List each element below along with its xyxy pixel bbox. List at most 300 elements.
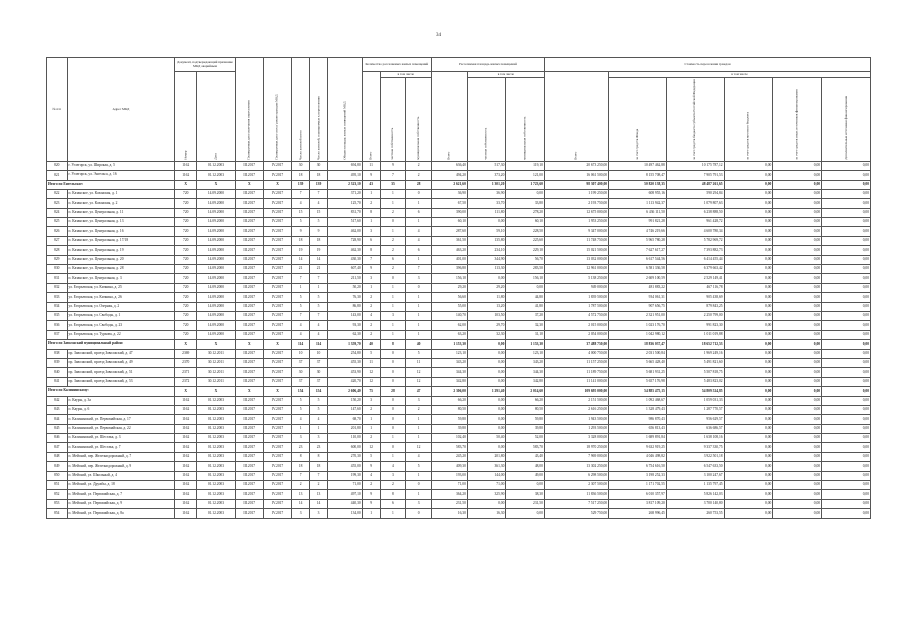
- cell-planned-demolish: IV.2017: [263, 330, 291, 339]
- cell-area-municipal: 44,80: [506, 293, 545, 302]
- cell-cost-fund: 991 821,28: [609, 218, 667, 227]
- cell-cost-local: 0,00: [724, 368, 773, 377]
- cell-residents: 8: [292, 452, 310, 461]
- cell-cost-total: 2 054 000,00: [544, 330, 608, 339]
- cell-rooms-private: 8: [380, 490, 406, 499]
- cell-residents-plan: 7: [310, 312, 328, 321]
- cell-doc-date: X: [197, 180, 236, 189]
- cell-doc-number: 1162: [175, 171, 197, 180]
- cell-residents-plan: 1: [310, 424, 328, 433]
- cell-address: п. Казанское, ул. Казанская, д. 2: [67, 199, 175, 208]
- col-rooms-incl: в том числе: [380, 72, 431, 78]
- cell-cost-extra: 0,00: [773, 180, 822, 189]
- cell-cost-fund: 268 996,45: [609, 509, 667, 518]
- cell-doc-number: 1162: [175, 161, 197, 170]
- cell-cost-total: 15 021 500,00: [544, 246, 608, 255]
- cell-doc-number: 720: [175, 208, 197, 217]
- cell-planned-end: III.2017: [235, 161, 263, 170]
- cell-planned-end: III.2017: [235, 452, 263, 461]
- cell-cost-fund: 9 632 919,25: [609, 443, 667, 452]
- cell-no: 836: [47, 321, 68, 330]
- cell-cost-total: 2 307 500,00: [544, 481, 608, 490]
- cell-rooms-private: 2: [380, 246, 406, 255]
- col-no: № п/п: [47, 58, 68, 162]
- cell-cost-fund: 4 746 219,66: [609, 227, 667, 236]
- cell-address: п. Казанское, ул. Центральная, д. 20: [67, 255, 175, 264]
- cell-cost-local: 0,00: [724, 274, 773, 283]
- col-cost-group: Стоимость переселения граждан: [544, 58, 870, 72]
- cell-doc-date: 01.12.2003: [197, 443, 236, 452]
- cell-cost-total: 1 839 500,00: [544, 293, 608, 302]
- cell-residents: 4: [292, 415, 310, 424]
- cell-area-municipal: 37,20: [506, 312, 545, 321]
- cell-doc-date: 01.12.2003: [197, 415, 236, 424]
- cell-address: Итого по Заволжский муниципальный район:: [47, 340, 175, 349]
- cell-no: 825: [47, 218, 68, 227]
- cell-cost-region: 636 686,57: [666, 424, 724, 433]
- cell-cost-extra: 0,00: [773, 255, 822, 264]
- cell-doc-date: 01.12.2003: [197, 471, 236, 480]
- cell-cost-extra: 0,00: [773, 218, 822, 227]
- cell-rooms-municipal: 3: [406, 396, 432, 405]
- cell-doc-number: 720: [175, 246, 197, 255]
- cell-residents: 4: [292, 330, 310, 339]
- cell-residents-plan: 5: [310, 405, 328, 414]
- cell-planned-demolish: IV.2017: [263, 396, 291, 405]
- cell-planned-demolish: IV.2017: [263, 283, 291, 292]
- cell-cost-extra2: 0,00: [822, 293, 871, 302]
- cell-cost-extra2: 0,00: [822, 405, 871, 414]
- cell-doc-number: 720: [175, 236, 197, 245]
- cell-address: пр. Заволжский, проезд Заволжский, д. 47: [67, 349, 175, 358]
- cell-cost-extra2: 0,00: [822, 208, 871, 217]
- table-row: [47, 218, 871, 227]
- cell-cost-region: 6 379 663,42: [666, 265, 724, 274]
- cell-residents-plan: 4: [310, 330, 328, 339]
- cell-rooms-private: 0: [380, 415, 406, 424]
- cell-residents: 15: [292, 208, 310, 217]
- cell-doc-number: 720: [175, 302, 197, 311]
- cell-residents-plan: 5: [310, 293, 328, 302]
- cell-cost-local: 0,00: [724, 255, 773, 264]
- cell-cost-extra: 0,00: [773, 415, 822, 424]
- cell-rooms-total: 6: [362, 236, 380, 245]
- cell-cost-extra2: 0,00: [822, 396, 871, 405]
- cell-cost-fund: 656 813,43: [609, 424, 667, 433]
- table-row: [47, 358, 871, 367]
- cell-rooms-total: 3: [362, 396, 380, 405]
- cell-cost-region: 991 823,30: [666, 321, 724, 330]
- cell-cost-local: 0,00: [724, 265, 773, 274]
- cell-rooms-total: 9: [362, 171, 380, 180]
- cell-cost-local: 0,00: [724, 227, 773, 236]
- cell-area-sum: 343,20: [431, 358, 467, 367]
- cell-cost-region: 3 100 247,67: [666, 471, 724, 480]
- cell-area-municipal: 225,60: [506, 236, 545, 245]
- col-doc-number: Номер: [175, 72, 197, 162]
- cell-cost-extra: 0,00: [773, 499, 822, 508]
- col-cost-total: Всего: [544, 72, 608, 162]
- cell-no: 837: [47, 330, 68, 339]
- cell-residents: 7: [292, 312, 310, 321]
- cell-planned-end: X: [235, 180, 263, 189]
- cell-rooms-private: 2: [380, 236, 406, 245]
- cell-area-municipal: 583,70: [506, 443, 545, 452]
- cell-area-municipal: 33,80: [506, 199, 545, 208]
- cell-area-total: 143,00: [328, 312, 363, 321]
- cell-no: 846: [47, 434, 68, 443]
- cell-cost-region: 48 487 261,65: [666, 180, 724, 189]
- cell-address: п. Мейский, ул. Школьный, д. 4: [67, 471, 175, 480]
- cell-cost-extra2: 0,00: [822, 189, 871, 198]
- cell-area-sum: 401,00: [431, 255, 467, 264]
- cell-area-private: 36,90: [467, 189, 506, 198]
- cell-doc-date: 30.12.2011: [197, 368, 236, 377]
- cell-planned-end: III.2017: [235, 227, 263, 236]
- cell-area-private: 1 291,40: [467, 387, 506, 396]
- cell-planned-end: III.2017: [235, 302, 263, 311]
- cell-rooms-total: 1: [362, 509, 380, 518]
- cell-rooms-total: 9: [362, 462, 380, 471]
- cell-rooms-private: 1: [380, 321, 406, 330]
- cell-cost-region: 905 438,69: [666, 293, 724, 302]
- cell-area-sum: 29,20: [431, 283, 467, 292]
- cell-cost-fund: 18 836 037,47: [609, 340, 667, 349]
- cell-cost-fund: 6 617 544,56: [609, 255, 667, 264]
- cell-cost-total: 2 193 750,00: [544, 199, 608, 208]
- cell-planned-demolish: IV.2017: [263, 189, 291, 198]
- cell-rooms-private: 1: [380, 199, 406, 208]
- cell-rooms-private: 0: [380, 368, 406, 377]
- cell-address: Итого по Енгельское:: [47, 180, 175, 189]
- cell-area-private: 0,00: [467, 340, 506, 349]
- cell-address: п. Кауры, д. 3а: [67, 396, 175, 405]
- cell-doc-number: 720: [175, 265, 197, 274]
- cell-doc-number: 720: [175, 312, 197, 321]
- cell-area-private: 0,00: [467, 499, 506, 508]
- cell-rooms-total: 9: [362, 490, 380, 499]
- cell-planned-demolish: IV.2017: [263, 321, 291, 330]
- table-row: [47, 452, 871, 461]
- cell-residents-plan: 154: [310, 387, 328, 396]
- cell-area-municipal: 56,70: [506, 255, 545, 264]
- cell-cost-region: 9 337 330,75: [666, 443, 724, 452]
- cell-cost-local: 0,00: [724, 171, 773, 180]
- cell-cost-region: 1 011 019,88: [666, 330, 724, 339]
- cell-planned-end: III.2017: [235, 424, 263, 433]
- cell-doc-date: 01.12.2003: [197, 171, 236, 180]
- cell-area-sum: 80,50: [431, 405, 467, 414]
- cell-rooms-private: 6: [380, 499, 406, 508]
- cell-no: 847: [47, 443, 68, 452]
- cell-planned-demolish: IV.2017: [263, 236, 291, 245]
- cell-rooms-private: 1: [380, 283, 406, 292]
- cell-address: п. Мейский, ул. Первомайская, д. 9: [67, 499, 175, 508]
- cell-area-total: 2 606,40: [328, 387, 363, 396]
- cell-cost-extra2: 0,00: [822, 509, 871, 518]
- cell-rooms-private: 0: [380, 349, 406, 358]
- cell-no: 826: [47, 227, 68, 236]
- cell-rooms-private: 1: [380, 330, 406, 339]
- table-row: [47, 274, 871, 283]
- cell-doc-number: 1162: [175, 434, 197, 443]
- cell-rooms-municipal: 4: [406, 227, 432, 236]
- cell-doc-number: 2370: [175, 358, 197, 367]
- cell-cost-region: 260 753,55: [666, 509, 724, 518]
- cell-cost-region: 5 782 969,72: [666, 236, 724, 245]
- cell-cost-total: 529 750,00: [544, 509, 608, 518]
- cell-residents-plan: 4: [310, 199, 328, 208]
- cell-planned-end: III.2017: [235, 499, 263, 508]
- cell-no: 853: [47, 499, 68, 508]
- cell-planned-demolish: X: [263, 387, 291, 396]
- cell-residents-plan: 14: [310, 499, 328, 508]
- cell-area-sum: 583,70: [431, 443, 467, 452]
- cell-cost-region: 961 428,72: [666, 218, 724, 227]
- cell-planned-demolish: IV.2017: [263, 405, 291, 414]
- cell-cost-extra: 0,00: [773, 405, 822, 414]
- cell-residents-plan: 2: [310, 481, 328, 490]
- cell-cost-extra2: 0,00: [822, 312, 871, 321]
- cell-cost-extra2: 0,00: [822, 349, 871, 358]
- cell-planned-demolish: IV.2017: [263, 246, 291, 255]
- table-row: [47, 208, 871, 217]
- cell-address: г. Углегорск, ул. Широкая, д. 5: [67, 161, 175, 170]
- cell-cost-extra2: 0,00: [822, 424, 871, 433]
- cell-area-sum: 193,00: [431, 471, 467, 480]
- cell-residents: 23: [292, 443, 310, 452]
- table-row: [47, 434, 871, 443]
- cell-residents-plan: 19: [310, 246, 328, 255]
- cell-residents-plan: 5: [310, 396, 328, 405]
- cell-rooms-total: 12: [362, 443, 380, 452]
- cell-rooms-total: 8: [362, 208, 380, 217]
- cell-residents-plan: 21: [310, 265, 328, 274]
- cell-area-sum: 16,30: [431, 509, 467, 518]
- cell-planned-demolish: X: [263, 340, 291, 349]
- cell-planned-end: III.2017: [235, 490, 263, 499]
- cell-planned-end: III.2017: [235, 283, 263, 292]
- cell-residents-plan: 3: [310, 434, 328, 443]
- table-row: [47, 490, 871, 499]
- cell-cost-total: 11 836 500,00: [544, 490, 608, 499]
- cell-doc-date: 14.09.2000: [197, 208, 236, 217]
- cell-address: п. Казанское, ул. Центральная, д. 11: [67, 208, 175, 217]
- cell-no: 844: [47, 415, 68, 424]
- cell-rooms-municipal: 1: [406, 424, 432, 433]
- subtotal-row: [47, 387, 871, 396]
- cell-cost-fund: 3 198 252,33: [609, 471, 667, 480]
- cell-area-sum: 56,60: [431, 293, 467, 302]
- col-area-group: Расселяемая площадь жилых помещений: [431, 58, 544, 72]
- cell-cost-fund: 986 870,43: [609, 415, 667, 424]
- cell-residents: 10: [292, 349, 310, 358]
- cell-area-private: 0,00: [467, 377, 506, 386]
- table-row: [47, 199, 871, 208]
- cell-residents: 4: [292, 321, 310, 330]
- cell-doc-number: 1162: [175, 405, 197, 414]
- table-row: [47, 424, 871, 433]
- cell-area-municipal: 123,10: [506, 349, 545, 358]
- cell-area-private: 344,90: [467, 255, 506, 264]
- cell-cost-region: 7 905 791,53: [666, 171, 724, 180]
- cell-rooms-total: 2: [362, 481, 380, 490]
- cell-cost-extra2: 0,00: [822, 330, 871, 339]
- cell-rooms-total: 11: [362, 161, 380, 170]
- cell-no: 838: [47, 349, 68, 358]
- cell-rooms-municipal: 3: [406, 499, 432, 508]
- cell-cost-local: 0,00: [724, 377, 773, 386]
- cell-doc-date: 14.09.2000: [197, 312, 236, 321]
- cell-area-municipal: 342,80: [506, 377, 545, 386]
- cell-cost-extra2: 0,00: [822, 218, 871, 227]
- cell-cost-local: 0,00: [724, 509, 773, 518]
- cell-cost-fund: 5 665 428,40: [609, 358, 667, 367]
- cell-doc-date: X: [197, 340, 236, 349]
- cell-area-municipal: 231,50: [506, 499, 545, 508]
- cell-doc-date: 14.09.2000: [197, 227, 236, 236]
- cell-cost-extra2: 0,00: [822, 490, 871, 499]
- cell-address: ул. Егорьевская, ул. Озерная, д. 2: [67, 302, 175, 311]
- col-area-incl: в том числе: [467, 72, 544, 78]
- table-row: [47, 236, 871, 245]
- cell-cost-extra2: 0,00: [822, 452, 871, 461]
- cell-area-municipal: 1 723,60: [506, 180, 545, 189]
- cell-cost-extra2: 0,00: [822, 358, 871, 367]
- cell-area-total: 453,90: [328, 368, 363, 377]
- cell-cost-total: 1 787 500,00: [544, 302, 608, 311]
- cell-cost-extra: 0,00: [773, 387, 822, 396]
- cell-rooms-municipal: 47: [406, 387, 432, 396]
- cell-rooms-private: 0: [380, 218, 406, 227]
- cell-area-total: 201,80: [328, 424, 363, 433]
- cell-doc-date: 01.12.2003: [197, 462, 236, 471]
- cell-planned-end: III.2017: [235, 189, 263, 198]
- cell-residents-plan: 7: [310, 189, 328, 198]
- cell-residents: 7: [292, 471, 310, 480]
- cell-planned-end: X: [235, 387, 263, 396]
- cell-residents: 13: [292, 490, 310, 499]
- cell-rooms-total: 11: [362, 358, 380, 367]
- cell-rooms-municipal: 12: [406, 368, 432, 377]
- cell-cost-extra2: 0,00: [822, 246, 871, 255]
- cell-planned-end: III.2017: [235, 358, 263, 367]
- cell-doc-date: 01.12.2003: [197, 490, 236, 499]
- cell-area-municipal: 278,20: [506, 208, 545, 217]
- cell-cost-fund: 6 436 111,50: [609, 208, 667, 217]
- cell-area-sum: 231,50: [431, 499, 467, 508]
- cell-address: п. Мейский, ул. Первомайская, д. 8а: [67, 509, 175, 518]
- cell-cost-total: 109 695 000,00: [544, 387, 608, 396]
- cell-rooms-municipal: 1: [406, 330, 432, 339]
- col-area-total: Общая площадь жилых помещений МКД: [328, 58, 363, 162]
- cell-rooms-private: 1: [380, 302, 406, 311]
- cell-rooms-municipal: 12: [406, 377, 432, 386]
- cell-rooms-total: 43: [362, 180, 380, 189]
- cell-address: п. Казанское, ул. Центральная, д. 13: [67, 218, 175, 227]
- cell-cost-extra2: 0,00: [822, 236, 871, 245]
- cell-rooms-private: 2: [380, 265, 406, 274]
- cell-address: п. Казанское, ул. Центральная, д. 17/18: [67, 236, 175, 245]
- cell-area-total: 134,00: [328, 509, 363, 518]
- resettlement-table: [46, 57, 871, 519]
- cell-cost-region: 5 826 142,03: [666, 490, 724, 499]
- cell-area-total: 430,30: [328, 255, 363, 264]
- table-row: [47, 265, 871, 274]
- cell-area-private: 32,30: [467, 330, 506, 339]
- cell-cost-region: 5 491 821,60: [666, 358, 724, 367]
- cell-address: п. Мейский, ул. Первомайская, д. 7: [67, 490, 175, 499]
- cell-cost-total: 1 293 500,00: [544, 424, 608, 433]
- cell-address: п. Калининский, ул. Первомайская, д. 22: [67, 424, 175, 433]
- cell-planned-demolish: IV.2017: [263, 368, 291, 377]
- cell-doc-date: 01.12.2003: [197, 481, 236, 490]
- cell-planned-end: III.2017: [235, 471, 263, 480]
- cell-planned-end: III.2017: [235, 434, 263, 443]
- cell-doc-date: 14.09.2000: [197, 293, 236, 302]
- cell-address: ул. Егорьевская, ул. Свободы, д. 1: [67, 312, 175, 321]
- cell-cost-total: 2 015 000,00: [544, 321, 608, 330]
- cell-residents-plan: 5: [310, 302, 328, 311]
- cell-area-sum: 390,00: [431, 208, 467, 217]
- cell-no: 835: [47, 312, 68, 321]
- cell-residents-plan: 1: [310, 283, 328, 292]
- cell-rooms-total: 2: [362, 199, 380, 208]
- cell-area-private: 1 301,20: [467, 180, 506, 189]
- cell-residents-plan: 4: [310, 321, 328, 330]
- cell-residents-plan: 139: [310, 180, 328, 189]
- cell-no: 823: [47, 199, 68, 208]
- cell-planned-end: III.2017: [235, 330, 263, 339]
- cell-doc-date: 01.12.2003: [197, 396, 236, 405]
- cell-area-sum: 494,20: [431, 171, 467, 180]
- table-row: [47, 161, 871, 170]
- cell-area-private: 0,00: [467, 218, 506, 227]
- cell-doc-date: 14.09.2000: [197, 283, 236, 292]
- cell-rooms-total: 12: [362, 368, 380, 377]
- cell-address: п. Казанское, ул. Центральная, д. 28: [67, 265, 175, 274]
- cell-cost-region: 1 135 797,45: [666, 481, 724, 490]
- cell-residents-plan: 3: [310, 509, 328, 518]
- cell-doc-number: X: [175, 387, 197, 396]
- cell-residents: 114: [292, 340, 310, 349]
- cell-area-sum: 245,20: [431, 452, 467, 461]
- table-row: [47, 246, 871, 255]
- cell-address: п. Калининский, ул. Первомайская, д. 17: [67, 415, 175, 424]
- cell-cost-extra2: 0,00: [822, 302, 871, 311]
- cell-cost-total: 11 748 750,00: [544, 236, 608, 245]
- cell-planned-demolish: IV.2017: [263, 424, 291, 433]
- cell-cost-extra2: 0,00: [822, 255, 871, 264]
- cell-planned-end: III.2017: [235, 255, 263, 264]
- cell-area-total: 728,90: [328, 236, 363, 245]
- cell-area-municipal: 66,20: [506, 396, 545, 405]
- table-row: [47, 349, 871, 358]
- cell-rooms-private: 1: [380, 509, 406, 518]
- col-rooms-municipal: муниципальная собственность: [406, 78, 432, 162]
- cell-cost-extra: 0,00: [773, 161, 822, 170]
- cell-area-total: 371,20: [328, 189, 363, 198]
- cell-area-private: 0,00: [467, 415, 506, 424]
- cell-rooms-private: 0: [380, 358, 406, 367]
- cell-area-sum: 156,10: [431, 274, 467, 283]
- cell-cost-local: 0,00: [724, 415, 773, 424]
- cell-cost-total: 4 000 750,00: [544, 349, 608, 358]
- cell-area-private: 71,00: [467, 481, 506, 490]
- cell-area-private: 373,20: [467, 171, 506, 180]
- cell-area-private: 50,40: [467, 434, 506, 443]
- cell-planned-demolish: IV.2017: [263, 227, 291, 236]
